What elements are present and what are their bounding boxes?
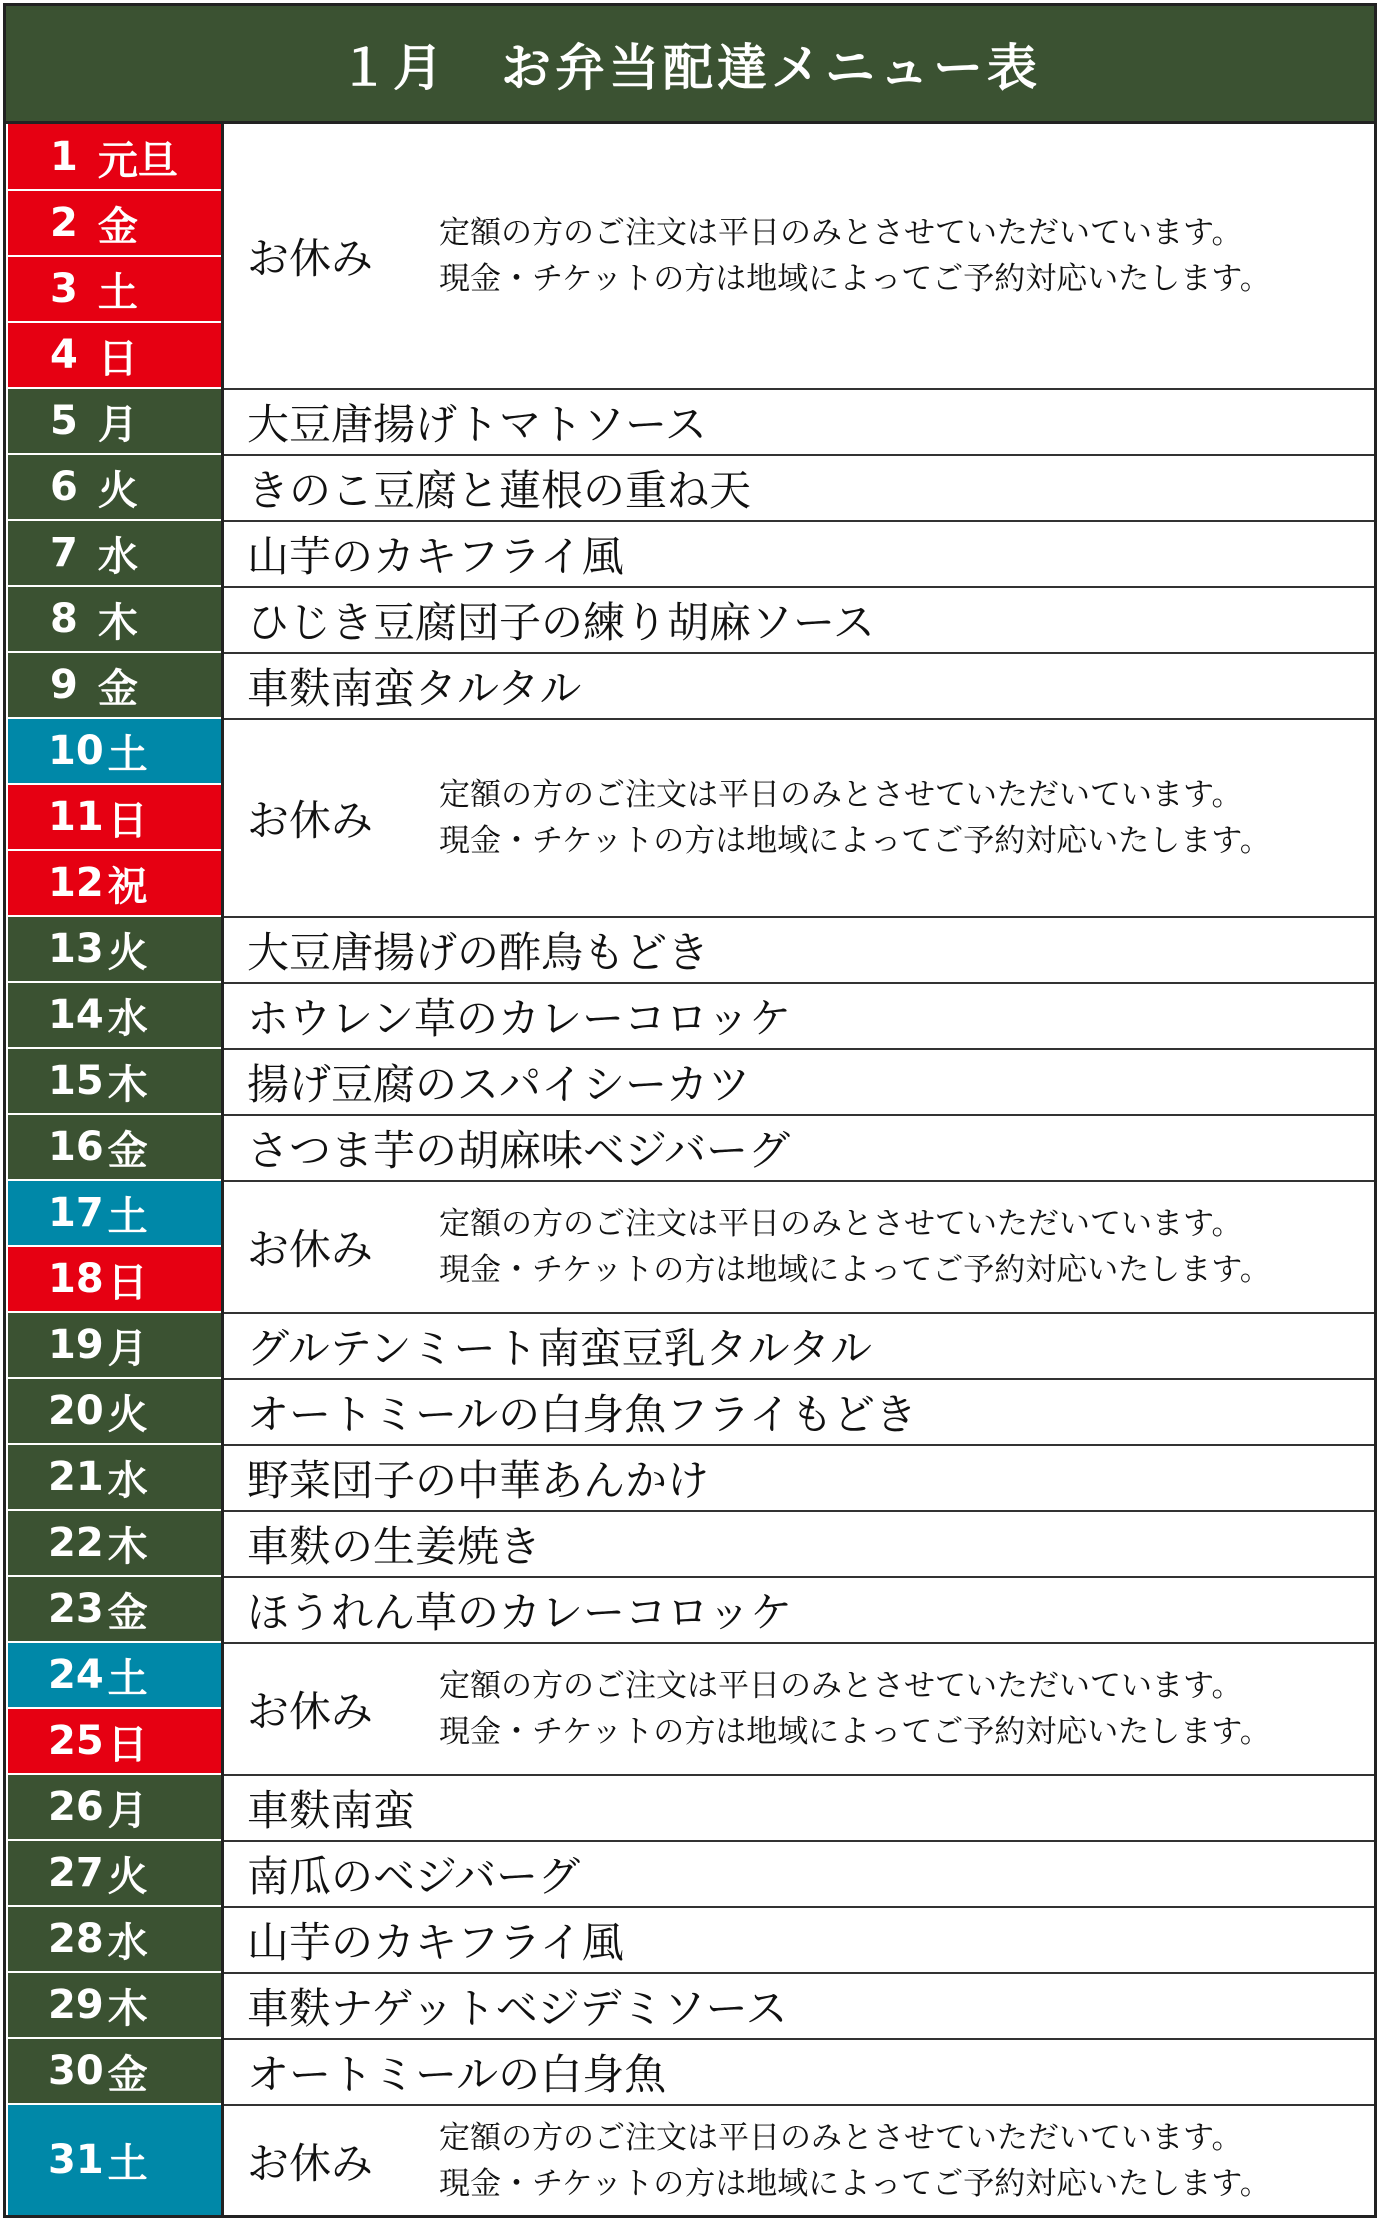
menu-item: 車麩ナゲットベジデミソース — [223, 1972, 1375, 2038]
day-number: 21 — [48, 1454, 104, 1500]
day-of-week: 祝 — [107, 863, 148, 910]
day-of-week: 月 — [107, 1787, 148, 1834]
holiday-note-line: 現金・チケットの方は地域によってご予約対応いたします。 — [439, 1714, 1271, 1750]
holiday-note-line: 現金・チケットの方は地域によってご予約対応いたします。 — [439, 823, 1271, 859]
holiday-label: お休み — [247, 1225, 374, 1274]
holiday-label: お休み — [247, 234, 374, 283]
day-of-week: 火 — [97, 467, 138, 514]
menu-item: 山芋のカキフライ風 — [223, 1906, 1375, 1972]
day-number: 9 — [50, 662, 78, 708]
day-of-week: 日 — [107, 1259, 148, 1306]
menu-item: オートミールの白身魚フライもどき — [223, 1378, 1375, 1444]
day-number: 2 — [50, 200, 78, 246]
day-of-week: 土 — [107, 2140, 148, 2187]
holiday-note-line: 現金・チケットの方は地域によってご予約対応いたします。 — [439, 261, 1271, 297]
menu-item: 野菜団子の中華あんかけ — [223, 1444, 1375, 1510]
holiday-note-line: 定額の方のご注文は平日のみとさせていただいています。 — [439, 777, 1243, 813]
day-of-week: 金 — [107, 1589, 148, 1636]
day-of-week: 水 — [97, 533, 138, 580]
day-number: 14 — [48, 992, 104, 1038]
day-number: 4 — [50, 332, 78, 378]
day-of-week: 木 — [97, 599, 138, 646]
day-number: 11 — [48, 794, 104, 840]
day-of-week: 火 — [107, 1391, 148, 1438]
day-number: 30 — [48, 2048, 104, 2094]
day-of-week: 金 — [97, 665, 138, 712]
day-of-week: 元旦 — [97, 137, 178, 184]
day-number: 26 — [48, 1784, 104, 1830]
day-of-week: 土 — [107, 1193, 148, 1240]
day-of-week: 木 — [107, 1985, 148, 2032]
day-number: 18 — [48, 1256, 104, 1302]
day-of-week: 日 — [97, 335, 138, 382]
day-number: 22 — [48, 1520, 104, 1566]
day-number: 3 — [50, 266, 78, 312]
menu-item: 大豆唐揚げの酢鳥もどき — [223, 916, 1375, 982]
menu-item: 南瓜のベジバーグ — [223, 1840, 1375, 1906]
day-of-week: 日 — [107, 1721, 148, 1768]
day-of-week: 木 — [107, 1523, 148, 1570]
day-number: 27 — [48, 1850, 104, 1896]
day-number: 1 — [50, 134, 78, 180]
menu-item: 大豆唐揚げトマトソース — [223, 388, 1375, 454]
day-of-week: 火 — [107, 929, 148, 976]
menu-item: 車麩南蛮 — [223, 1774, 1375, 1840]
day-of-week: 木 — [107, 1061, 148, 1108]
page-title: １月 お弁当配達メニュー表 — [339, 38, 1041, 97]
day-of-week: 土 — [97, 269, 138, 316]
day-number: 6 — [50, 464, 78, 510]
day-of-week: 金 — [107, 1127, 148, 1174]
holiday-note-line: 定額の方のご注文は平日のみとさせていただいています。 — [439, 2120, 1243, 2156]
day-of-week: 月 — [107, 1325, 148, 1372]
day-number: 29 — [48, 1982, 104, 2028]
day-of-week: 水 — [107, 1919, 148, 1966]
holiday-note-line: 現金・チケットの方は地域によってご予約対応いたします。 — [439, 1252, 1271, 1288]
menu-item: きのこ豆腐と蓮根の重ね天 — [223, 454, 1375, 520]
table-frame — [3, 3, 1377, 2218]
day-number: 8 — [50, 596, 78, 642]
day-of-week: 日 — [107, 797, 148, 844]
menu-item: ひじき豆腐団子の練り胡麻ソース — [223, 586, 1375, 652]
holiday-label: お休み — [247, 796, 374, 845]
day-number: 16 — [48, 1124, 104, 1170]
holiday-note-line: 定額の方のご注文は平日のみとさせていただいています。 — [439, 1206, 1243, 1242]
day-of-week: 水 — [107, 995, 148, 1042]
holiday-note-line: 定額の方のご注文は平日のみとさせていただいています。 — [439, 215, 1243, 251]
menu-item: ホウレン草のカレーコロッケ — [223, 982, 1375, 1048]
day-number: 28 — [48, 1916, 104, 1962]
day-number: 10 — [48, 728, 104, 774]
day-number: 5 — [50, 398, 78, 444]
menu-item: 山芋のカキフライ風 — [223, 520, 1375, 586]
menu-item: ほうれん草のカレーコロッケ — [223, 1576, 1375, 1642]
day-number: 19 — [48, 1322, 104, 1368]
holiday-label: お休み — [247, 2139, 374, 2188]
day-of-week: 金 — [97, 203, 138, 250]
day-number: 24 — [48, 1652, 104, 1698]
menu-item: 揚げ豆腐のスパイシーカツ — [223, 1048, 1375, 1114]
holiday-note-line: 定額の方のご注文は平日のみとさせていただいています。 — [439, 1668, 1243, 1704]
menu-item: オートミールの白身魚 — [223, 2038, 1375, 2104]
day-number: 15 — [48, 1058, 104, 1104]
day-number: 31 — [48, 2137, 104, 2183]
day-number: 12 — [48, 860, 104, 906]
holiday-note-line: 現金・チケットの方は地域によってご予約対応いたします。 — [439, 2166, 1271, 2202]
day-number: 20 — [48, 1388, 104, 1434]
menu-item: グルテンミート南蛮豆乳タルタル — [223, 1312, 1375, 1378]
day-of-week: 土 — [107, 1655, 148, 1702]
day-number: 17 — [48, 1190, 104, 1236]
day-of-week: 土 — [107, 731, 148, 778]
day-number: 7 — [50, 530, 78, 576]
day-of-week: 金 — [107, 2051, 148, 2098]
menu-item: 車麩の生姜焼き — [223, 1510, 1375, 1576]
day-of-week: 火 — [107, 1853, 148, 1900]
menu-item: 車麩南蛮タルタル — [223, 652, 1375, 718]
day-number: 25 — [48, 1718, 104, 1764]
holiday-label: お休み — [247, 1687, 374, 1736]
day-of-week: 水 — [107, 1457, 148, 1504]
day-number: 23 — [48, 1586, 104, 1632]
day-of-week: 月 — [97, 401, 138, 448]
day-number: 13 — [48, 926, 104, 972]
menu-item: さつま芋の胡麻味ベジバーグ — [223, 1114, 1375, 1180]
